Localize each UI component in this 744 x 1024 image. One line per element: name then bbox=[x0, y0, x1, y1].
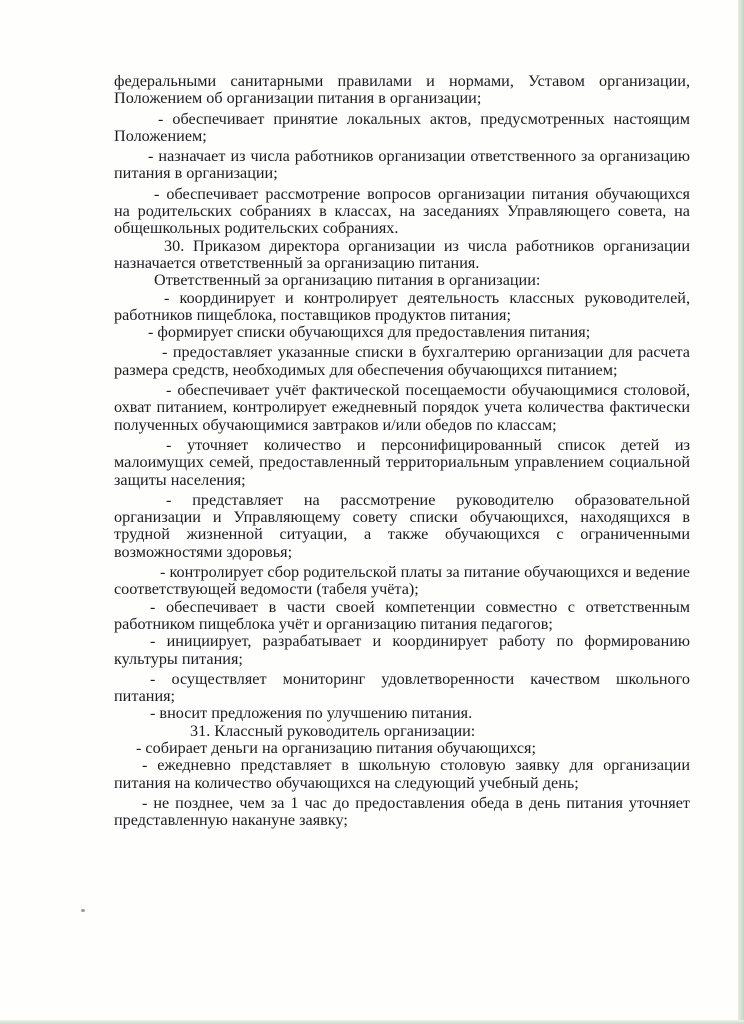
paragraph-17: - вносит предложения по улучшению питания. bbox=[150, 704, 473, 723]
scan-edge-bottom bbox=[0, 1020, 744, 1024]
paragraph-5: 30. Приказом директора организации из числа работников организации назначается ответственный за организацию питания. bbox=[114, 236, 690, 272]
paragraph-2: - обеспечивает принятие локальных актов, предусмотренных настоящим Положением; bbox=[114, 109, 690, 145]
paragraph-14: - обеспечивает в части своей компетенции совместно с ответственным работником пищеблока учёт и организацию питания педагогов; bbox=[114, 597, 690, 633]
paragraph-10: - обеспечивает учёт фактической посещаемости обучающимися столовой, охват питанием, контролирует ежедневный порядок учета количества фактически полученных обучающимися завтраков и/или обедов по классам; bbox=[114, 381, 690, 434]
paragraph-6: Ответственный за организацию питания в организации: bbox=[154, 271, 541, 290]
paragraph-8: - формирует списки обучающихся для предоставления питания; bbox=[148, 323, 591, 342]
paragraph-19: - собирает деньги на организацию питания обучающихся; bbox=[136, 738, 536, 757]
paragraph-7: - координирует и контролирует деятельность классных руководителей, работников пищеблока, поставщиков продуктов питания; bbox=[114, 288, 690, 324]
paragraph-4: - обеспечивает рассмотрение вопросов организации питания обучающихся на родительских собраниях в классах, на заседаниях Управляющего совета, на общешкольных родительских собраниях. bbox=[114, 184, 690, 238]
document-body bbox=[114, 73, 690, 829]
paragraph-20: - ежедневно представляет в школьную столовую заявку для организации питания на количество обучающихся на следующий учебный день; bbox=[114, 756, 690, 792]
paragraph-1: федеральными санитарными правилами и нормами, Уставом организации, Положением об организации питания в организации; bbox=[114, 72, 690, 108]
paragraph-18: 31. Классный руководитель организации: bbox=[190, 721, 476, 740]
scan-edge-right bbox=[738, 0, 744, 1024]
scan-speck bbox=[81, 909, 85, 912]
paragraph-11: - уточняет количество и персонифицированный список детей из малоимущих семей, предоставленный территориальным управлением социальной защиты населения; bbox=[114, 435, 690, 489]
paragraph-3: - назначает из числа работников организации ответственного за организацию питания в организации; bbox=[114, 147, 690, 183]
paragraph-15: - инициирует, разрабатывает и координирует работу по формированию культуры питания; bbox=[114, 632, 690, 668]
paragraph-12: - представляет на рассмотрение руководителю образовательной организации и Управляющему совету списки обучающихся, находящихся в трудной жизненной ситуации, а также обучающихся с ограниченными возможностями здоровья; bbox=[114, 490, 690, 561]
paragraph-21: - не позднее, чем за 1 час до предоставления обеда в день питания уточняет представленную накануне заявку; bbox=[114, 793, 690, 830]
paragraph-16: - осуществляет мониторинг удовлетворенности качеством школьного питания; bbox=[114, 669, 690, 706]
paragraph-13: - контролирует сбор родительской платы за питание обучающихся и ведение соответствующей ведомости (табеля учёта); bbox=[114, 563, 690, 599]
paragraph-9: - предоставляет указанные списки в бухгалтерию организации для расчета размера средств, необходимых для обеспечения обучающихся питанием; bbox=[114, 343, 690, 379]
